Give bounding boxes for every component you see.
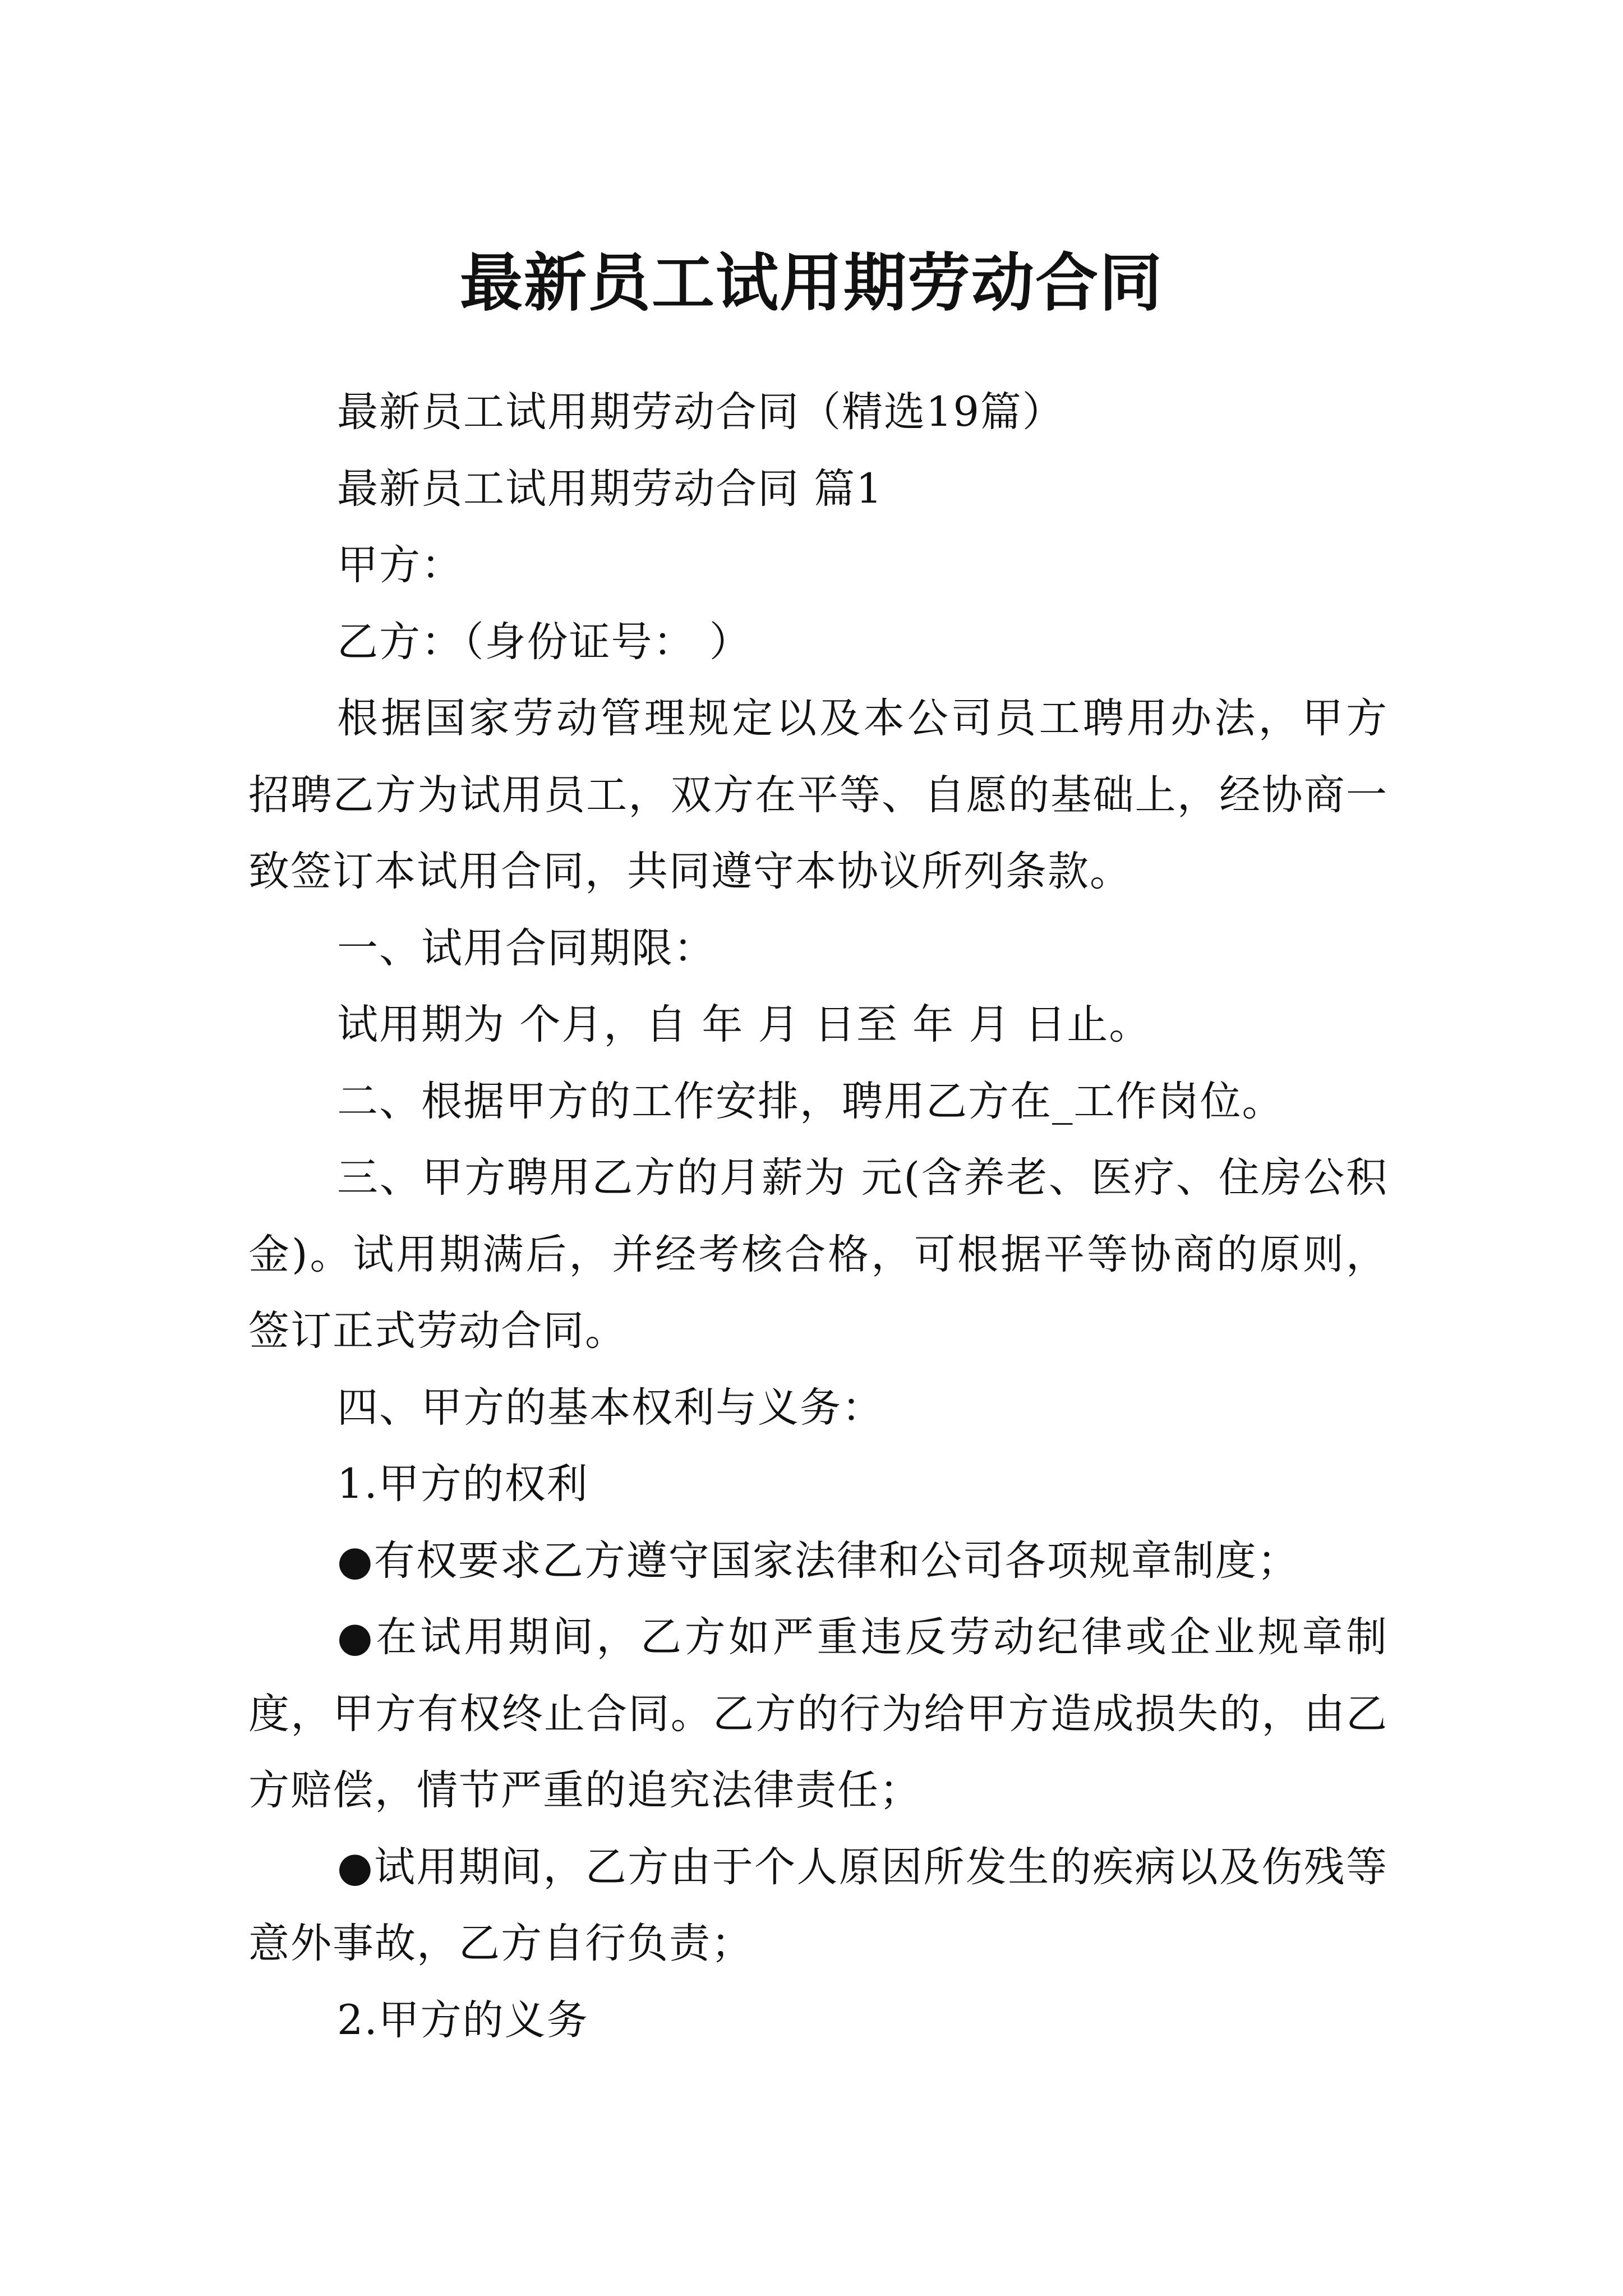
document-body — [248, 374, 1388, 2059]
paragraph: ●有权要求乙方遵守国家法律和公司各项规章制度； — [337, 1536, 1299, 1585]
document-title: 最新员工试用期劳动合同 — [460, 246, 1163, 320]
paragraph: ●在试用期间，乙方如严重违反劳动纪律或企业规章制度，甲方有权终止合同。乙方的行为给甲方造成损失的，由乙方赔偿，情节严重的追究法律责任； — [248, 1613, 1388, 1814]
paragraph: 1.甲方的权利 — [337, 1460, 589, 1508]
paragraph: 四、甲方的基本权利与义务： — [337, 1383, 884, 1432]
paragraph: 二、根据甲方的工作安排，聘用乙方在_工作岗位。 — [337, 1077, 1284, 1125]
paragraph: 2.甲方的义务 — [337, 1996, 589, 2044]
paragraph: 三、甲方聘用乙方的月薪为 元(含养老、医疗、住房公积金)。试用期满后，并经考核合格，可根据平等协商的原则，签订正式劳动合同。 — [248, 1154, 1388, 1355]
paragraph: ●试用期间，乙方由于个人原因所发生的疾病以及伤残等意外事故，乙方自行负责； — [248, 1843, 1388, 1967]
paragraph: 最新员工试用期劳动合同（精选19篇） — [337, 388, 1064, 436]
paragraph: 一、试用合同期限： — [337, 924, 716, 972]
paragraph: 最新员工试用期劳动合同 篇1 — [337, 464, 883, 513]
paragraph: 根据国家劳动管理规定以及本公司员工聘用办法，甲方招聘乙方为试用员工，双方在平等、自愿的基础上，经协商一致签订本试用合同，共同遵守本协议所列条款。 — [248, 694, 1388, 895]
paragraph: 乙方：（身份证号： ） — [337, 618, 751, 666]
paragraph: 试用期为 个月，自 年 月 日至 年 月 日止。 — [337, 1001, 1151, 1048]
paragraph: 甲方： — [337, 541, 463, 589]
